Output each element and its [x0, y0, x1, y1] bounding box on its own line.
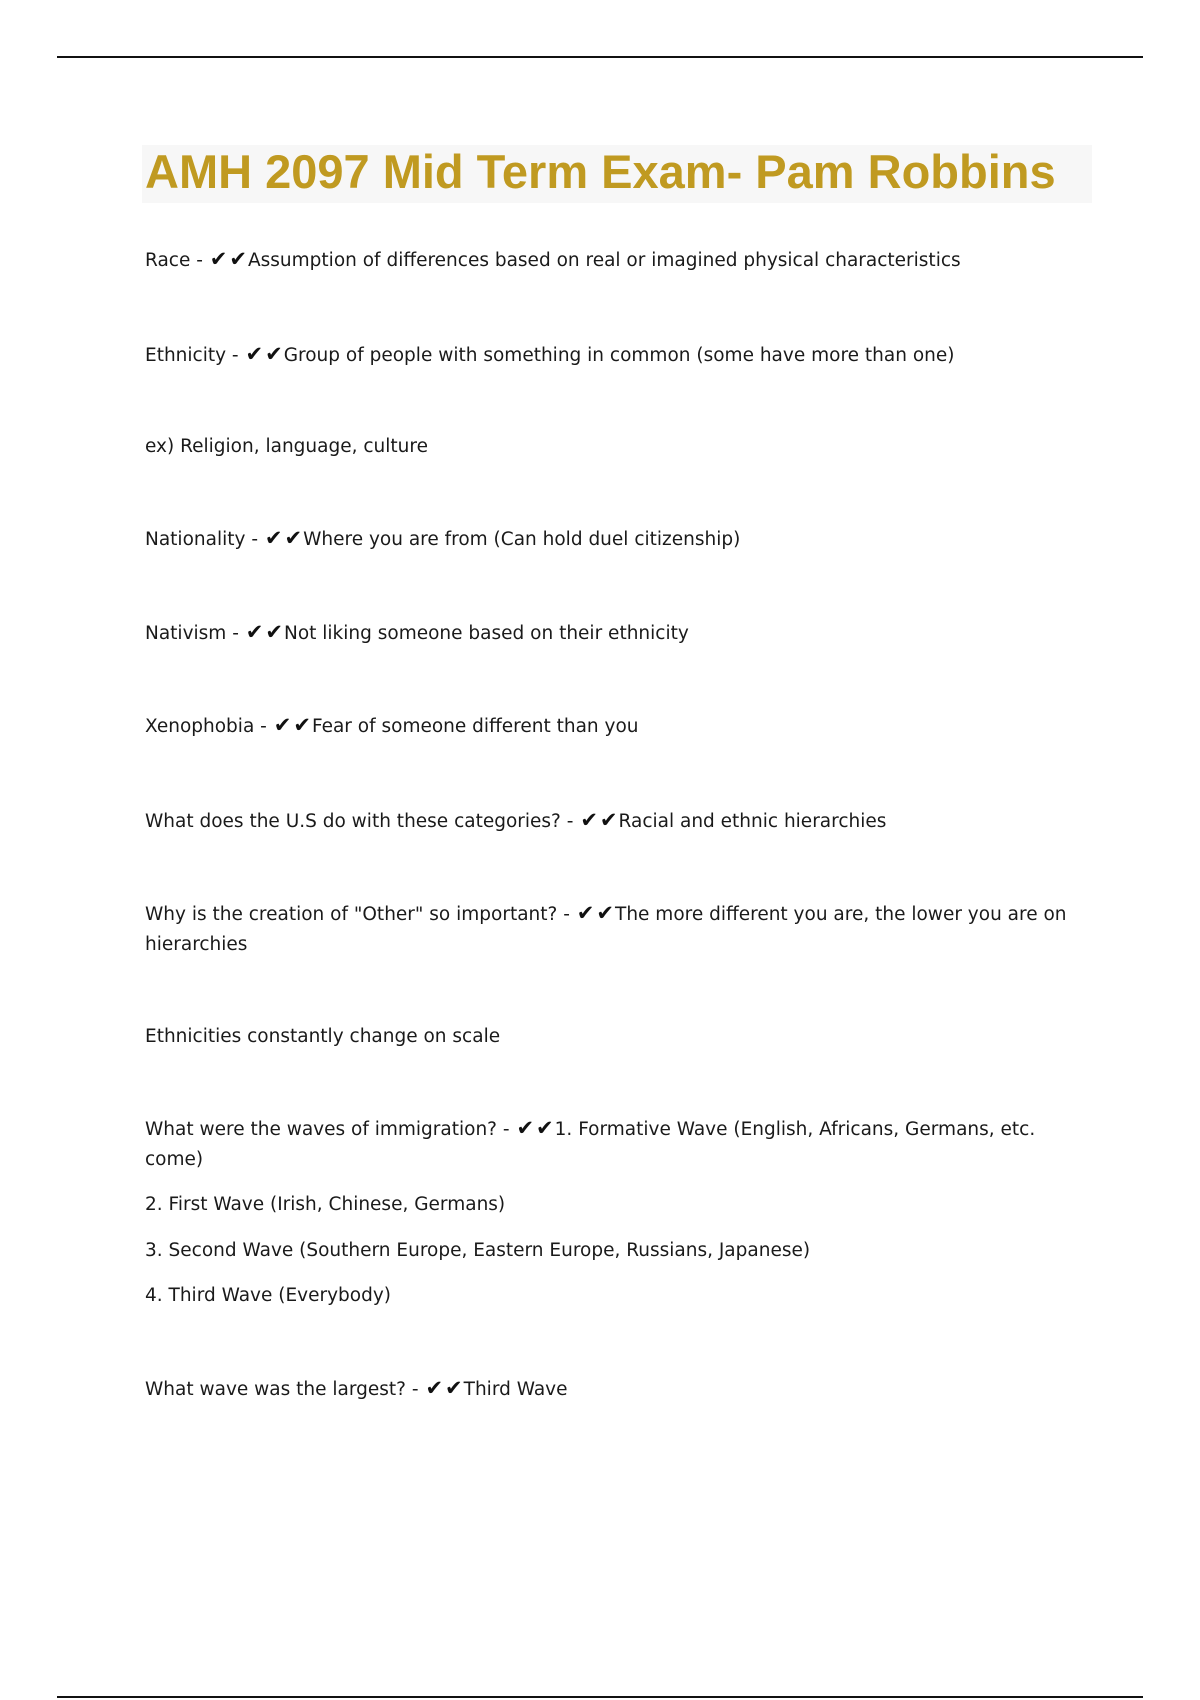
answer: Group of people with something in common (some have more than one) [283, 345, 955, 366]
separator: - [560, 811, 580, 832]
check-icon: ✔ [245, 620, 264, 644]
check-icon: ✔ [516, 1116, 535, 1140]
answer: Where you are from (Can hold duel citizenship) [303, 529, 741, 550]
qa-item-nativism [145, 619, 1085, 649]
check-icon: ✔ [265, 342, 283, 366]
check-icon: ✔ [273, 713, 292, 737]
check-icon: ✔ [536, 1116, 554, 1140]
check-icon: ✔ [245, 342, 264, 366]
check-icon: ✔ [264, 526, 283, 550]
separator: - [557, 904, 576, 925]
page-title: AMH 2097 Mid Term Exam- Pam Robbins [145, 145, 1056, 198]
separator: - [226, 345, 245, 366]
check-icons [264, 526, 303, 550]
term: What does the U.S do with these categories? [145, 811, 561, 832]
check-icons [244, 342, 283, 366]
answer: Assumption of differences based on real or imagined physical characteristics [248, 250, 961, 271]
check-icon: ✔ [580, 808, 598, 832]
check-icon: ✔ [596, 901, 615, 925]
term: Why is the creation of "Other" so important? [145, 904, 558, 925]
note-ethnicity-example: ex) Religion, language, culture [145, 436, 428, 457]
check-icons [209, 247, 248, 271]
answer: Not liking someone based on their ethnicity [283, 623, 689, 644]
term: What were the waves of immigration? [145, 1119, 497, 1140]
term: What wave was the largest? [145, 1379, 406, 1400]
check-icon: ✔ [293, 713, 311, 737]
check-icon: ✔ [599, 808, 618, 832]
check-icons [579, 808, 618, 832]
check-icon: ✔ [265, 620, 283, 644]
separator: - [245, 529, 264, 550]
answer: The more different you are, the lower you are on hierarchies [145, 904, 1067, 955]
answer: Fear of someone different than you [311, 716, 639, 737]
separator: - [226, 623, 245, 644]
check-icons [273, 713, 312, 737]
answer: 1. Formative Wave (English, Africans, Germans, etc. come) [145, 1119, 1036, 1170]
check-icons [515, 1116, 554, 1140]
footer-rule [57, 1696, 1143, 1698]
check-icon: ✔ [284, 526, 303, 550]
check-icon: ✔ [445, 1376, 463, 1400]
check-icons [245, 620, 284, 644]
answer: Third Wave [463, 1379, 568, 1400]
check-icon: ✔ [576, 901, 595, 925]
qa-item-nationality [145, 525, 1085, 555]
check-icons [424, 1376, 463, 1400]
note-wave-4: 4. Third Wave (Everybody) [145, 1285, 392, 1306]
term: Nationality [145, 529, 246, 550]
term: Xenophobia [145, 716, 255, 737]
term: Nativism [145, 623, 227, 644]
note-wave-2: 2. First Wave (Irish, Chinese, Germans) [145, 1194, 506, 1215]
header-rule [57, 56, 1143, 58]
term: Ethnicity [145, 345, 227, 366]
qa-item-race [145, 246, 1085, 276]
qa-item-ethnicity [145, 341, 1085, 371]
note-ethnicities-change: Ethnicities constantly change on scale [145, 1026, 501, 1047]
check-icon: ✔ [209, 247, 228, 271]
term: Race [145, 250, 191, 271]
separator: - [497, 1119, 516, 1140]
qa-item-us-categories [145, 807, 1085, 837]
note-wave-3: 3. Second Wave (Southern Europe, Eastern Europe, Russians, Japanese) [145, 1240, 811, 1261]
separator: - [254, 716, 273, 737]
check-icon: ✔ [425, 1376, 444, 1400]
qa-item-other [145, 900, 1085, 960]
check-icons [576, 901, 615, 925]
qa-item-xenophobia [145, 712, 1085, 742]
separator: - [406, 1379, 425, 1400]
check-icon: ✔ [229, 247, 247, 271]
answer: Racial and ethnic hierarchies [618, 811, 887, 832]
qa-item-waves [145, 1115, 1085, 1175]
qa-item-largest-wave [145, 1375, 1085, 1405]
separator: - [190, 250, 209, 271]
